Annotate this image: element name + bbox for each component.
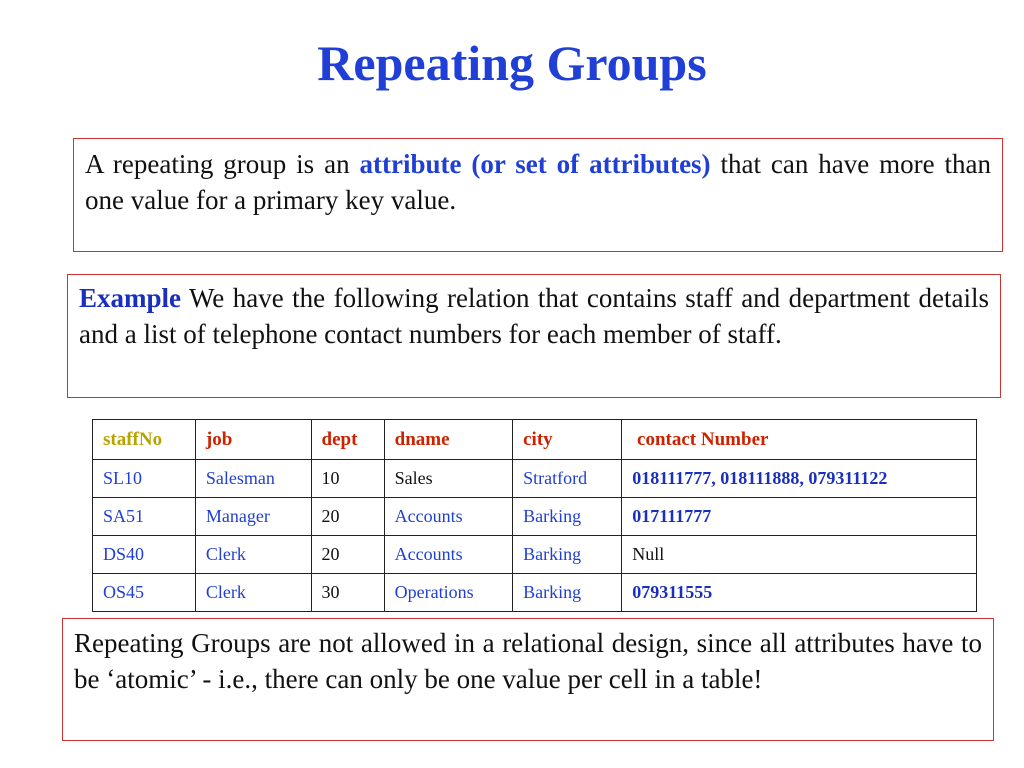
cell-dept: 10 <box>311 460 384 498</box>
header-staffno: staffNo <box>93 420 196 460</box>
cell-city: Barking <box>513 498 622 536</box>
conclusion-box <box>62 618 994 741</box>
cell-job: Salesman <box>195 460 311 498</box>
cell-dname: Accounts <box>384 498 512 536</box>
cell-city: Barking <box>513 574 622 612</box>
header-dept: dept <box>311 420 384 460</box>
cell-job: Manager <box>195 498 311 536</box>
definition-suffix: that can have more than one value for a primary key value. <box>85 149 992 215</box>
cell-contact-number: Null <box>622 536 977 574</box>
header-contact-number: contact Number <box>622 420 977 460</box>
header-job: job <box>195 420 311 460</box>
cell-contact-number: 017111777 <box>622 498 977 536</box>
header-dname: dname <box>384 420 512 460</box>
cell-staffno: OS45 <box>93 574 196 612</box>
cell-job: Clerk <box>195 536 311 574</box>
cell-job: Clerk <box>195 574 311 612</box>
definition-prefix: A repeating group is an <box>85 149 350 179</box>
cell-staffno: SA51 <box>93 498 196 536</box>
definition-box <box>73 138 1003 252</box>
cell-contact-number: 018111777, 018111888, 079311122 <box>622 460 977 498</box>
slide-title: Repeating Groups <box>317 35 707 91</box>
table-row <box>93 574 977 612</box>
cell-staffno: SL10 <box>93 460 196 498</box>
cell-city: Stratford <box>513 460 622 498</box>
example-box <box>67 274 1001 398</box>
conclusion-text: Repeating Groups are not allowed in a relational design, since all attributes have to be ‘atomic’ - i.e., there can only be one value per cell in a table! <box>74 628 982 694</box>
cell-contact-number: 079311555 <box>622 574 977 612</box>
cell-dname: Accounts <box>384 536 512 574</box>
example-text: We have the following relation that contains staff and department details and a list of telephone contact numbers for each member of staff. <box>79 283 989 349</box>
definition-emphasis: attribute (or set of attributes) <box>359 149 711 179</box>
table-row <box>93 536 977 574</box>
table-header-row <box>93 420 977 460</box>
cell-dept: 20 <box>311 536 384 574</box>
cell-dept: 20 <box>311 498 384 536</box>
header-city: city <box>513 420 622 460</box>
example-label: Example <box>79 283 182 313</box>
staff-relation-table <box>92 419 977 612</box>
cell-city: Barking <box>513 536 622 574</box>
table-row <box>93 460 977 498</box>
cell-staffno: DS40 <box>93 536 196 574</box>
cell-dname: Operations <box>384 574 512 612</box>
table-row <box>93 498 977 536</box>
cell-dname: Sales <box>384 460 512 498</box>
cell-dept: 30 <box>311 574 384 612</box>
